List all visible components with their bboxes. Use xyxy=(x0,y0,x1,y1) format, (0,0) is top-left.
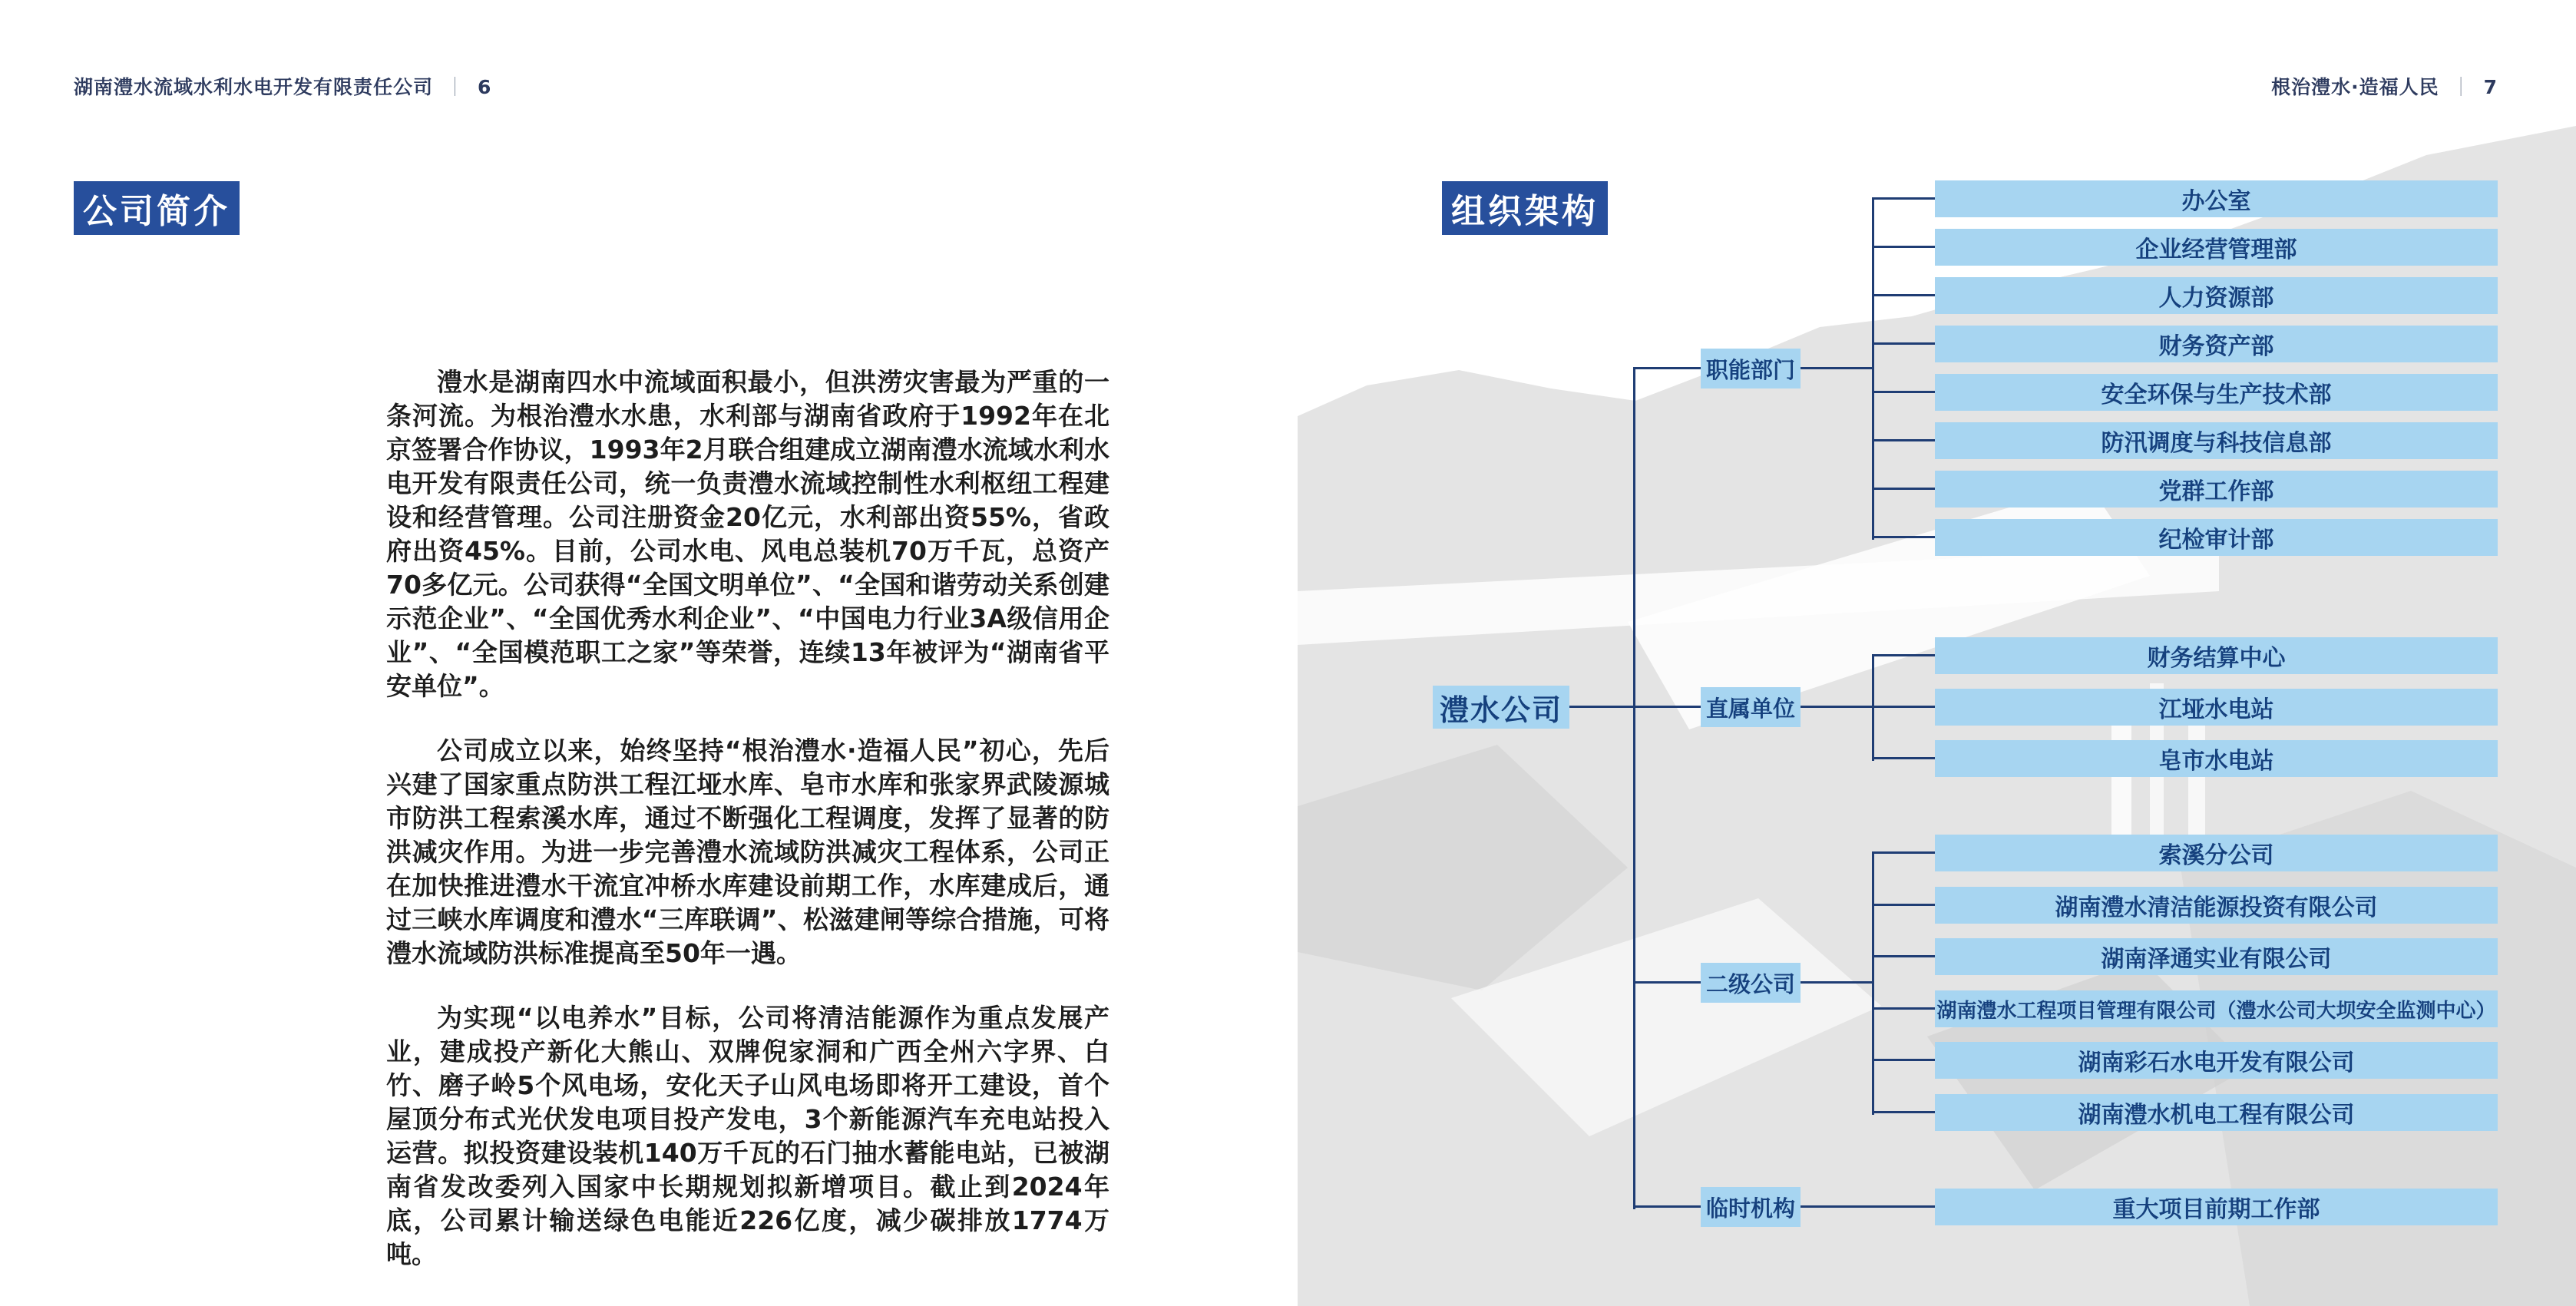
connector-line xyxy=(1874,246,1935,248)
org-category-subsidiaries: 二级公司 xyxy=(1701,963,1801,1003)
org-child-box: 湖南澧水工程项目管理有限公司（澧水公司大坝安全监测中心） xyxy=(1935,990,2498,1027)
org-child-box: 财务结算中心 xyxy=(1935,637,2498,674)
org-child-box: 索溪分公司 xyxy=(1935,835,2498,871)
company-profile-paragraph: 公司成立以来，始终坚持“根治澧水·造福人民”初心，先后兴建了国家重点防洪工程江垭水库、皂市水库和张家界武陵源城市防洪工程索溪水库，通过不断强化工程调度，发挥了显著的防洪减灾作用。为进一步完善澧水流域防洪减灾工程体系，公司正在加快推进澧水干流宜冲桥水库建设前期工作，水库建成后，通过三峡水库调度和澧水“三库联调”、松滋建闸等综合措施，可将澧水流域防洪标准提高至50年一遇。 xyxy=(386,736,1109,968)
connector-line xyxy=(1874,342,1935,345)
org-child-box: 企业经营管理部 xyxy=(1935,229,2498,266)
company-profile-paragraph: 澧水是湖南四水中流域面积最小，但洪涝灾害最为严重的一条河流。为根治澧水水患，水利部与湖南省政府于1992年在北京签署合作协议，1993年2月联合组建成立湖南澧水流域水利水电开发有限责任公司，统一负责澧水流域控制性水利枢纽工程建设和经营管理。公司注册资金20亿元，水利部出资55%，省政府出资45%。目前，公司水电、风电总装机70万千瓦，总资产70多亿元。公司获得“全国文明单位”、“全国和谐劳动关系创建示范企业”、“全国优秀水利企业”、“中国电力行业3A级信用企业”、“全国模范职工之家”等荣誉，连续13年被评为“湖南省平安单位”。 xyxy=(386,367,1109,701)
section-title-company-profile xyxy=(74,181,240,235)
org-category-temporary-orgs: 临时机构 xyxy=(1701,1187,1801,1227)
connector-line xyxy=(1801,706,1874,708)
connector-line xyxy=(1874,439,1935,441)
section-title-org-structure xyxy=(1442,181,1608,235)
connector-line xyxy=(1874,1111,1935,1113)
connector-trunk xyxy=(1633,367,1635,1209)
org-child-box: 纪检审计部 xyxy=(1935,519,2498,556)
org-child-box: 党群工作部 xyxy=(1935,471,2498,508)
connector-line xyxy=(1874,757,1935,759)
connector-line xyxy=(1801,981,1874,984)
org-child-box: 人力资源部 xyxy=(1935,277,2498,314)
header-separator: ｜ xyxy=(445,76,466,98)
connector-line xyxy=(1801,367,1874,369)
org-child-box: 湖南彩石水电开发有限公司 xyxy=(1935,1042,2498,1079)
company-profile-body xyxy=(386,365,1109,1302)
org-child-box: 湖南泽通实业有限公司 xyxy=(1935,938,2498,975)
connector-line xyxy=(1874,294,1935,296)
org-root-node: 澧水公司 xyxy=(1433,686,1569,729)
section-title-text: 公司简介 xyxy=(83,192,230,231)
company-name-text: 湖南澧水流域水利水电开发有限责任公司 xyxy=(74,76,434,98)
connector-trunk xyxy=(1872,851,1874,1115)
connector-line xyxy=(1874,536,1935,538)
company-profile-paragraph: 为实现“以电养水”目标，公司将清洁能源作为重点发展产业，建成投产新化大熊山、双牌倪家洞和广西全州六字界、白竹、磨子岭5个风电场，安化天子山风电场即将开工建设，首个屋顶分布式光伏发电项目投产发电，3个新能源汽车充电站投入运营。拟投资建设装机140万千瓦的石门抽水蓄能电站，已被湖南省发改委列入国家中长期规划拟新增项目。截止到2024年底，公司累计输送绿色电能近226亿度，减少碳排放1774万吨。 xyxy=(386,1003,1109,1269)
org-child-box: 重大项目前期工作部 xyxy=(1935,1189,2498,1225)
connector-line xyxy=(1874,488,1935,490)
org-child-box: 安全环保与生产技术部 xyxy=(1935,374,2498,411)
page-header-left xyxy=(74,72,491,100)
connector-line xyxy=(1874,197,1935,200)
org-category-direct-units: 直属单位 xyxy=(1701,687,1801,727)
connector-line xyxy=(1633,1205,1701,1208)
slogan-text: 根治澧水·造福人民 xyxy=(2271,76,2439,98)
org-child-box: 江垭水电站 xyxy=(1935,689,2498,726)
org-child-box: 办公室 xyxy=(1935,180,2498,217)
connector-line xyxy=(1874,904,1935,906)
org-child-box: 防汛调度与科技信息部 xyxy=(1935,422,2498,459)
connector-line xyxy=(1874,391,1935,393)
org-child-box: 湖南澧水机电工程有限公司 xyxy=(1935,1094,2498,1131)
connector-line xyxy=(1633,367,1701,369)
page-header-right xyxy=(2271,72,2498,100)
connector-line xyxy=(1801,1205,1935,1208)
connector-line xyxy=(1874,1059,1935,1061)
section-title-text: 组织架构 xyxy=(1451,192,1599,231)
header-separator: ｜ xyxy=(2451,76,2472,98)
connector-line xyxy=(1874,1007,1935,1010)
connector-line xyxy=(1874,654,1935,656)
org-category-functional-departments: 职能部门 xyxy=(1701,349,1801,388)
page-number-right: 7 xyxy=(2483,76,2498,98)
connector-line xyxy=(1874,955,1935,957)
org-child-box: 财务资产部 xyxy=(1935,326,2498,362)
org-child-box: 皂市水电站 xyxy=(1935,740,2498,777)
connector-line xyxy=(1874,706,1935,708)
page-number-left: 6 xyxy=(478,76,492,98)
connector-line xyxy=(1633,981,1701,984)
connector-line xyxy=(1874,851,1935,854)
org-child-box: 湖南澧水清洁能源投资有限公司 xyxy=(1935,887,2498,924)
